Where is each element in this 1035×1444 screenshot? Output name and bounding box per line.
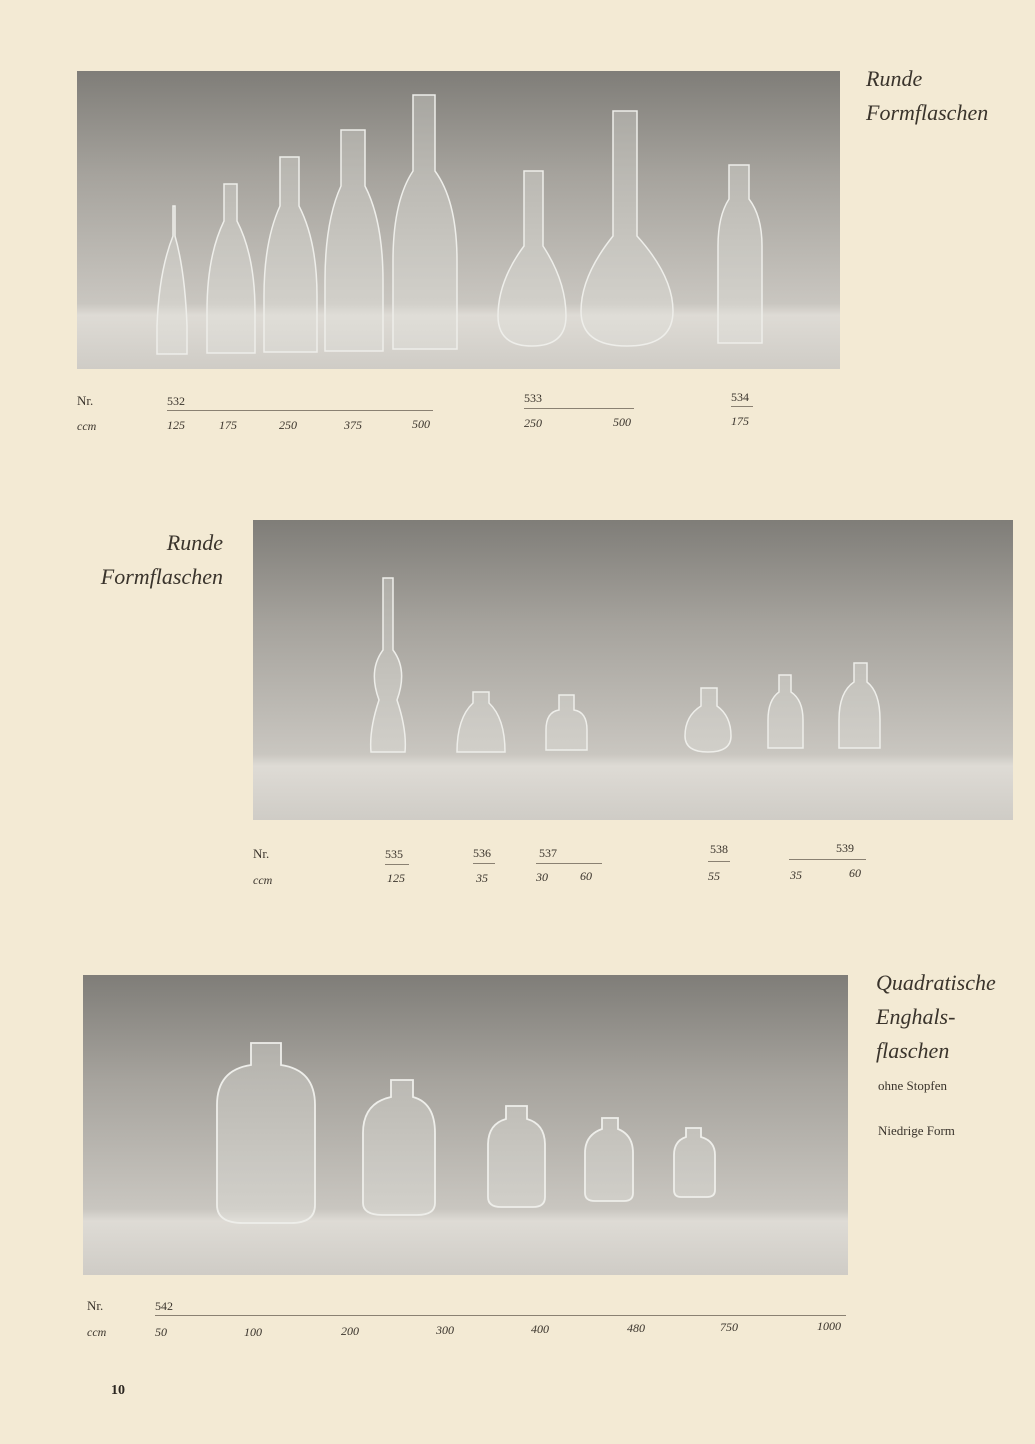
section1-size: 375 [344, 418, 362, 432]
section1-heading [866, 62, 988, 130]
section2-rule-539 [789, 859, 866, 860]
section2-rule-536 [473, 863, 495, 864]
section3-heading-line1: Quadratische [876, 970, 996, 995]
section2-size: 60 [580, 869, 592, 883]
section2-nr-537: 537 [539, 846, 557, 860]
section3-rule-542 [155, 1315, 846, 1316]
section1-rule-532 [167, 410, 433, 411]
section3-nr-label: Nr. [87, 1298, 104, 1313]
section3-nr-542: 542 [155, 1299, 173, 1313]
section3-size: 100 [244, 1325, 262, 1339]
photo-square-bottles [83, 975, 848, 1275]
section2-rule-535 [385, 864, 409, 865]
section2-heading-line1: Runde [166, 530, 223, 555]
photo-round-bottles-middle [253, 520, 1013, 820]
section2-nr-538: 538 [710, 842, 728, 856]
photo-round-bottles-top [77, 71, 840, 369]
bottles-illustration-3 [83, 975, 848, 1275]
section1-rule-534 [731, 406, 753, 407]
section1-size: 500 [613, 415, 631, 429]
section1-heading-line2: Formflaschen [866, 100, 989, 125]
section3-size: 1000 [817, 1319, 841, 1333]
section1-nr-533: 533 [524, 391, 542, 405]
section1-size: 125 [167, 418, 185, 432]
bottles-illustration-1 [77, 71, 840, 369]
section3-size: 400 [531, 1322, 549, 1336]
section3-ccm-label: ccm [87, 1325, 107, 1339]
section2-heading [95, 526, 223, 594]
section2-nr-535: 535 [385, 847, 403, 861]
section1-size: 250 [279, 418, 297, 432]
section3-note-form: Niedrige Form [878, 1123, 955, 1138]
section2-rule-537 [536, 863, 602, 864]
section2-nr-label: Nr. [253, 846, 270, 861]
section2-nr-539: 539 [836, 841, 854, 855]
section3-size: 480 [627, 1321, 645, 1335]
section3-size: 200 [341, 1324, 359, 1338]
section1-nr-label: Nr. [77, 393, 94, 408]
bottles-illustration-2 [253, 520, 1013, 820]
section3-size: 50 [155, 1325, 167, 1339]
section3-heading-line2: Enghals- [876, 1004, 956, 1029]
section3-size: 750 [720, 1320, 738, 1334]
section1-size: 175 [731, 414, 749, 428]
section2-rule-538 [708, 861, 730, 862]
page-number: 10 [111, 1383, 125, 1398]
section2-size: 35 [476, 871, 488, 885]
section3-heading [876, 966, 996, 1068]
section2-ccm-label: ccm [253, 873, 273, 887]
section1-size: 175 [219, 418, 237, 432]
section3-note-stopper: ohne Stopfen [878, 1078, 947, 1093]
section3-heading-line3: flaschen [876, 1038, 950, 1063]
section1-nr-532: 532 [167, 394, 185, 408]
section1-nr-534: 534 [731, 390, 749, 404]
section2-size: 60 [849, 866, 861, 880]
section1-size: 500 [412, 417, 430, 431]
section1-heading-line1: Runde [866, 66, 923, 91]
section1-ccm-label: ccm [77, 419, 97, 433]
section2-size: 125 [387, 871, 405, 885]
section2-size: 30 [536, 870, 548, 884]
section2-size: 55 [708, 869, 720, 883]
section2-size: 35 [790, 868, 802, 882]
section1-rule-533 [524, 408, 634, 409]
section3-size: 300 [436, 1323, 454, 1337]
section2-heading-line2: Formflaschen [100, 564, 223, 589]
section1-size: 250 [524, 416, 542, 430]
section2-nr-536: 536 [473, 846, 491, 860]
